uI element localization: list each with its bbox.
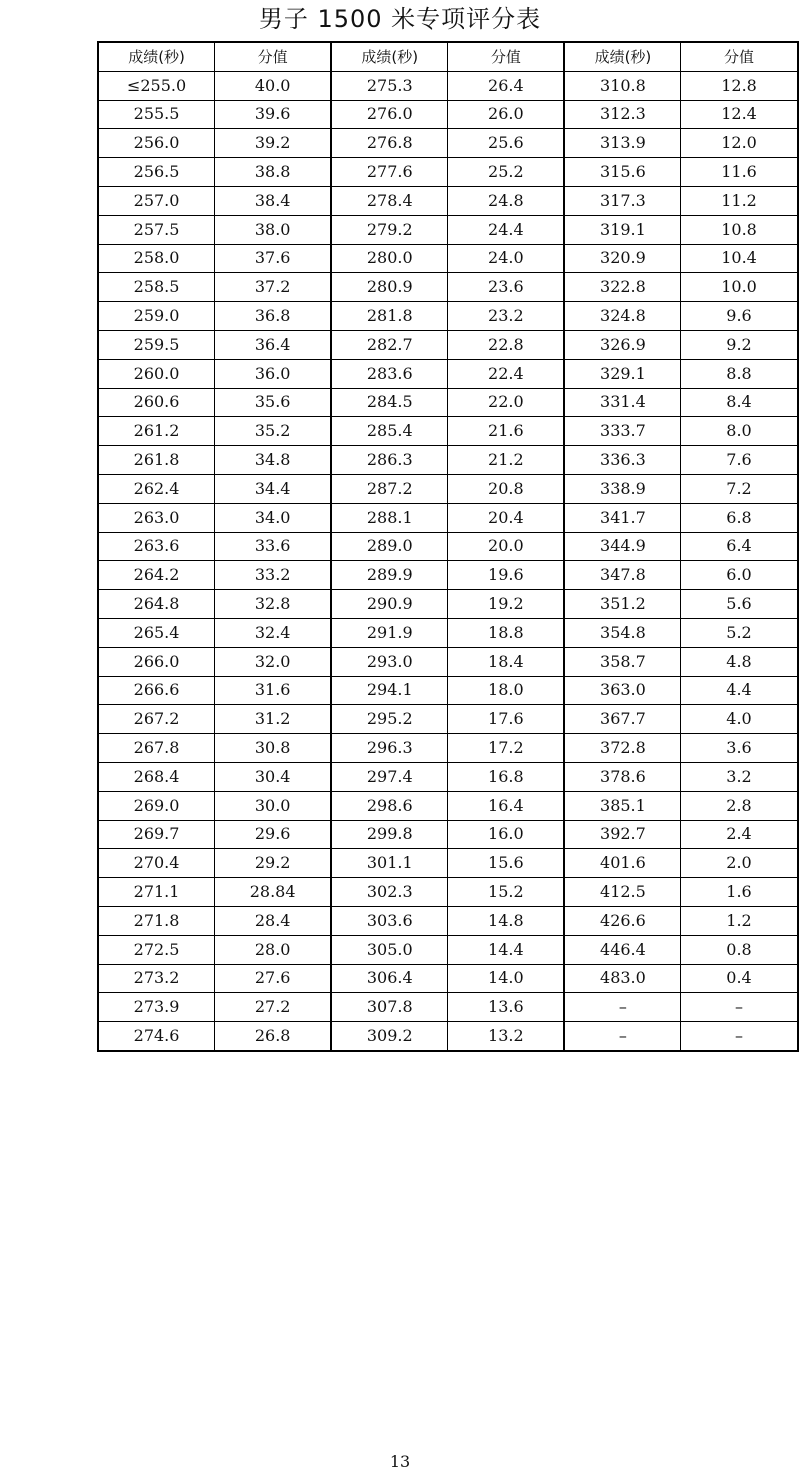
time-cell: 282.7 [331,330,448,359]
score-cell: 26.0 [448,100,565,129]
score-cell: 34.4 [215,474,332,503]
score-cell: – [681,993,798,1022]
score-cell: 0.4 [681,964,798,993]
time-cell: 344.9 [564,532,681,561]
table-row [98,100,798,129]
time-cell: 269.7 [98,820,215,849]
time-cell: 309.2 [331,1022,448,1051]
table-row [98,849,798,878]
table-row [98,762,798,791]
score-cell: 4.0 [681,705,798,734]
table-row [98,1022,798,1051]
time-cell: 363.0 [564,676,681,705]
score-cell: 28.84 [215,878,332,907]
table-row [98,906,798,935]
score-cell: 30.0 [215,791,332,820]
time-cell: 412.5 [564,878,681,907]
score-cell: 6.8 [681,503,798,532]
time-cell: 260.0 [98,359,215,388]
score-cell: 35.2 [215,417,332,446]
time-cell: 257.0 [98,186,215,215]
score-cell: 34.8 [215,446,332,475]
time-cell: 273.2 [98,964,215,993]
time-cell: 261.8 [98,446,215,475]
table-row [98,878,798,907]
time-cell: 319.1 [564,215,681,244]
time-cell: 289.9 [331,561,448,590]
time-cell: 276.8 [331,129,448,158]
time-cell: 283.6 [331,359,448,388]
score-cell: 17.6 [448,705,565,734]
table-row [98,705,798,734]
score-cell: 36.0 [215,359,332,388]
score-cell: 18.0 [448,676,565,705]
table-row [98,388,798,417]
time-cell: 277.6 [331,158,448,187]
table-row [98,964,798,993]
score-cell: 31.2 [215,705,332,734]
table-row [98,302,798,331]
time-cell: 256.5 [98,158,215,187]
table-row [98,330,798,359]
score-cell: 35.6 [215,388,332,417]
score-table [97,41,799,1052]
page-number: 13 [389,1452,411,1471]
score-cell: 23.2 [448,302,565,331]
time-cell: 446.4 [564,935,681,964]
time-cell: 266.6 [98,676,215,705]
score-cell: 23.6 [448,273,565,302]
score-cell: 30.8 [215,734,332,763]
header-time-1: 成绩(秒) [98,42,215,71]
time-cell: 259.5 [98,330,215,359]
page-title: 男子 1500 米专项评分表 [258,5,542,33]
table-row [98,446,798,475]
score-cell: 26.8 [215,1022,332,1051]
time-cell: 297.4 [331,762,448,791]
score-cell: 2.8 [681,791,798,820]
time-cell: 320.9 [564,244,681,273]
time-cell: 258.0 [98,244,215,273]
score-cell: 15.6 [448,849,565,878]
time-cell: 322.8 [564,273,681,302]
score-cell: 18.8 [448,618,565,647]
score-cell: 1.2 [681,906,798,935]
score-cell: 32.4 [215,618,332,647]
score-cell: 32.8 [215,590,332,619]
score-cell: 27.2 [215,993,332,1022]
table-row [98,820,798,849]
table-row [98,273,798,302]
score-cell: 15.2 [448,878,565,907]
time-cell: 367.7 [564,705,681,734]
time-cell: 263.6 [98,532,215,561]
time-cell: 273.9 [98,993,215,1022]
table-row [98,158,798,187]
score-cell: 31.6 [215,676,332,705]
score-cell: 12.4 [681,100,798,129]
header-time-2: 成绩(秒) [331,42,448,71]
table-row [98,676,798,705]
score-cell: 12.8 [681,71,798,100]
header-time-3: 成绩(秒) [564,42,681,71]
time-cell: 299.8 [331,820,448,849]
score-cell: 16.0 [448,820,565,849]
time-cell: 378.6 [564,762,681,791]
time-cell: 483.0 [564,964,681,993]
time-cell: 312.3 [564,100,681,129]
time-cell: 301.1 [331,849,448,878]
score-cell: 2.0 [681,849,798,878]
time-cell: 278.4 [331,186,448,215]
score-cell: 37.2 [215,273,332,302]
time-cell: 303.6 [331,906,448,935]
time-cell: 294.1 [331,676,448,705]
score-cell: 22.4 [448,359,565,388]
score-cell: 7.6 [681,446,798,475]
time-cell: 333.7 [564,417,681,446]
time-cell: 306.4 [331,964,448,993]
score-cell: 24.8 [448,186,565,215]
score-cell: 25.2 [448,158,565,187]
time-cell: 354.8 [564,618,681,647]
time-cell: 261.2 [98,417,215,446]
score-cell: 21.6 [448,417,565,446]
time-cell: 305.0 [331,935,448,964]
table-header-row [98,42,798,71]
score-cell: 14.4 [448,935,565,964]
score-cell: 22.0 [448,388,565,417]
time-cell: 358.7 [564,647,681,676]
score-cell: 10.8 [681,215,798,244]
time-cell: 291.9 [331,618,448,647]
score-cell: 19.2 [448,590,565,619]
score-cell: 20.4 [448,503,565,532]
time-cell: 284.5 [331,388,448,417]
score-cell: 18.4 [448,647,565,676]
score-cell: 11.6 [681,158,798,187]
score-cell: 4.4 [681,676,798,705]
time-cell: 280.9 [331,273,448,302]
score-cell: 34.0 [215,503,332,532]
time-cell: 279.2 [331,215,448,244]
time-cell: 385.1 [564,791,681,820]
table-row [98,993,798,1022]
score-cell: 39.6 [215,100,332,129]
score-cell: 36.8 [215,302,332,331]
score-cell: – [681,1022,798,1051]
time-cell: 315.6 [564,158,681,187]
score-cell: 20.8 [448,474,565,503]
time-cell: 293.0 [331,647,448,676]
time-cell: 264.2 [98,561,215,590]
score-cell: 22.8 [448,330,565,359]
score-cell: 16.4 [448,791,565,820]
score-cell: 20.0 [448,532,565,561]
table-row [98,618,798,647]
time-cell: 262.4 [98,474,215,503]
score-cell: 5.6 [681,590,798,619]
table-row [98,215,798,244]
time-cell: 286.3 [331,446,448,475]
header-score-3: 分值 [681,42,798,71]
time-cell: 259.0 [98,302,215,331]
score-cell: 6.0 [681,561,798,590]
score-cell: 10.0 [681,273,798,302]
time-cell: 288.1 [331,503,448,532]
time-cell: 276.0 [331,100,448,129]
time-cell: 287.2 [331,474,448,503]
score-cell: 17.2 [448,734,565,763]
score-cell: 29.2 [215,849,332,878]
time-cell: 274.6 [98,1022,215,1051]
time-cell: 351.2 [564,590,681,619]
table-row [98,474,798,503]
score-cell: 33.6 [215,532,332,561]
score-cell: 28.4 [215,906,332,935]
score-cell: 38.0 [215,215,332,244]
time-cell: 271.1 [98,878,215,907]
time-cell: 267.2 [98,705,215,734]
table-row [98,244,798,273]
score-cell: 40.0 [215,71,332,100]
table-row [98,561,798,590]
time-cell: 347.8 [564,561,681,590]
time-cell: 266.0 [98,647,215,676]
score-cell: 24.4 [448,215,565,244]
time-cell: 285.4 [331,417,448,446]
time-cell: 270.4 [98,849,215,878]
time-cell: 338.9 [564,474,681,503]
table-row [98,647,798,676]
time-cell: 329.1 [564,359,681,388]
time-cell: 281.8 [331,302,448,331]
score-cell: 19.6 [448,561,565,590]
score-cell: 32.0 [215,647,332,676]
table-row [98,503,798,532]
time-cell: 260.6 [98,388,215,417]
time-cell: 313.9 [564,129,681,158]
score-cell: 21.2 [448,446,565,475]
time-cell: 331.4 [564,388,681,417]
score-cell: 24.0 [448,244,565,273]
header-score-2: 分值 [448,42,565,71]
time-cell: 269.0 [98,791,215,820]
score-cell: 39.2 [215,129,332,158]
time-cell: – [564,1022,681,1051]
table-row [98,186,798,215]
time-cell: 263.0 [98,503,215,532]
score-cell: 7.2 [681,474,798,503]
score-cell: 2.4 [681,820,798,849]
time-cell: 317.3 [564,186,681,215]
table-body [98,71,798,1051]
score-cell: 10.4 [681,244,798,273]
score-cell: 27.6 [215,964,332,993]
score-cell: 26.4 [448,71,565,100]
score-cell: 0.8 [681,935,798,964]
table-row [98,734,798,763]
score-cell: 4.8 [681,647,798,676]
table-row [98,935,798,964]
score-cell: 8.4 [681,388,798,417]
score-cell: 29.6 [215,820,332,849]
score-cell: 38.8 [215,158,332,187]
score-cell: 3.2 [681,762,798,791]
score-cell: 8.0 [681,417,798,446]
table-row [98,129,798,158]
score-cell: 13.6 [448,993,565,1022]
score-cell: 9.6 [681,302,798,331]
time-cell: 290.9 [331,590,448,619]
score-cell: 30.4 [215,762,332,791]
score-cell: 36.4 [215,330,332,359]
score-cell: 14.0 [448,964,565,993]
table-row [98,359,798,388]
time-cell: 401.6 [564,849,681,878]
score-cell: 28.0 [215,935,332,964]
header-score-1: 分值 [215,42,332,71]
score-cell: 12.0 [681,129,798,158]
table-row [98,532,798,561]
time-cell: 372.8 [564,734,681,763]
score-cell: 37.6 [215,244,332,273]
table-row [98,71,798,100]
score-cell: 1.6 [681,878,798,907]
score-cell: 6.4 [681,532,798,561]
table-row [98,791,798,820]
score-cell: 14.8 [448,906,565,935]
time-cell: 302.3 [331,878,448,907]
time-cell: 271.8 [98,906,215,935]
time-cell: 298.6 [331,791,448,820]
score-cell: 11.2 [681,186,798,215]
time-cell: 272.5 [98,935,215,964]
time-cell: 267.8 [98,734,215,763]
score-cell: 38.4 [215,186,332,215]
time-cell: 264.8 [98,590,215,619]
time-cell: 310.8 [564,71,681,100]
time-cell: 341.7 [564,503,681,532]
time-cell: 255.5 [98,100,215,129]
time-cell: 256.0 [98,129,215,158]
time-cell: 336.3 [564,446,681,475]
time-cell: 280.0 [331,244,448,273]
score-cell: 16.8 [448,762,565,791]
score-cell: 5.2 [681,618,798,647]
time-cell: – [564,993,681,1022]
time-cell: 326.9 [564,330,681,359]
time-cell: 258.5 [98,273,215,302]
table-row [98,417,798,446]
time-cell: 265.4 [98,618,215,647]
time-cell: 268.4 [98,762,215,791]
time-cell: 324.8 [564,302,681,331]
time-cell: 289.0 [331,532,448,561]
time-cell: 275.3 [331,71,448,100]
time-cell: 296.3 [331,734,448,763]
time-cell: 295.2 [331,705,448,734]
score-cell: 9.2 [681,330,798,359]
time-cell: 307.8 [331,993,448,1022]
score-cell: 8.8 [681,359,798,388]
score-cell: 25.6 [448,129,565,158]
time-cell: 426.6 [564,906,681,935]
time-cell: 257.5 [98,215,215,244]
time-cell: 392.7 [564,820,681,849]
score-cell: 3.6 [681,734,798,763]
table-row [98,590,798,619]
score-cell: 13.2 [448,1022,565,1051]
time-cell: ≤255.0 [98,71,215,100]
score-cell: 33.2 [215,561,332,590]
